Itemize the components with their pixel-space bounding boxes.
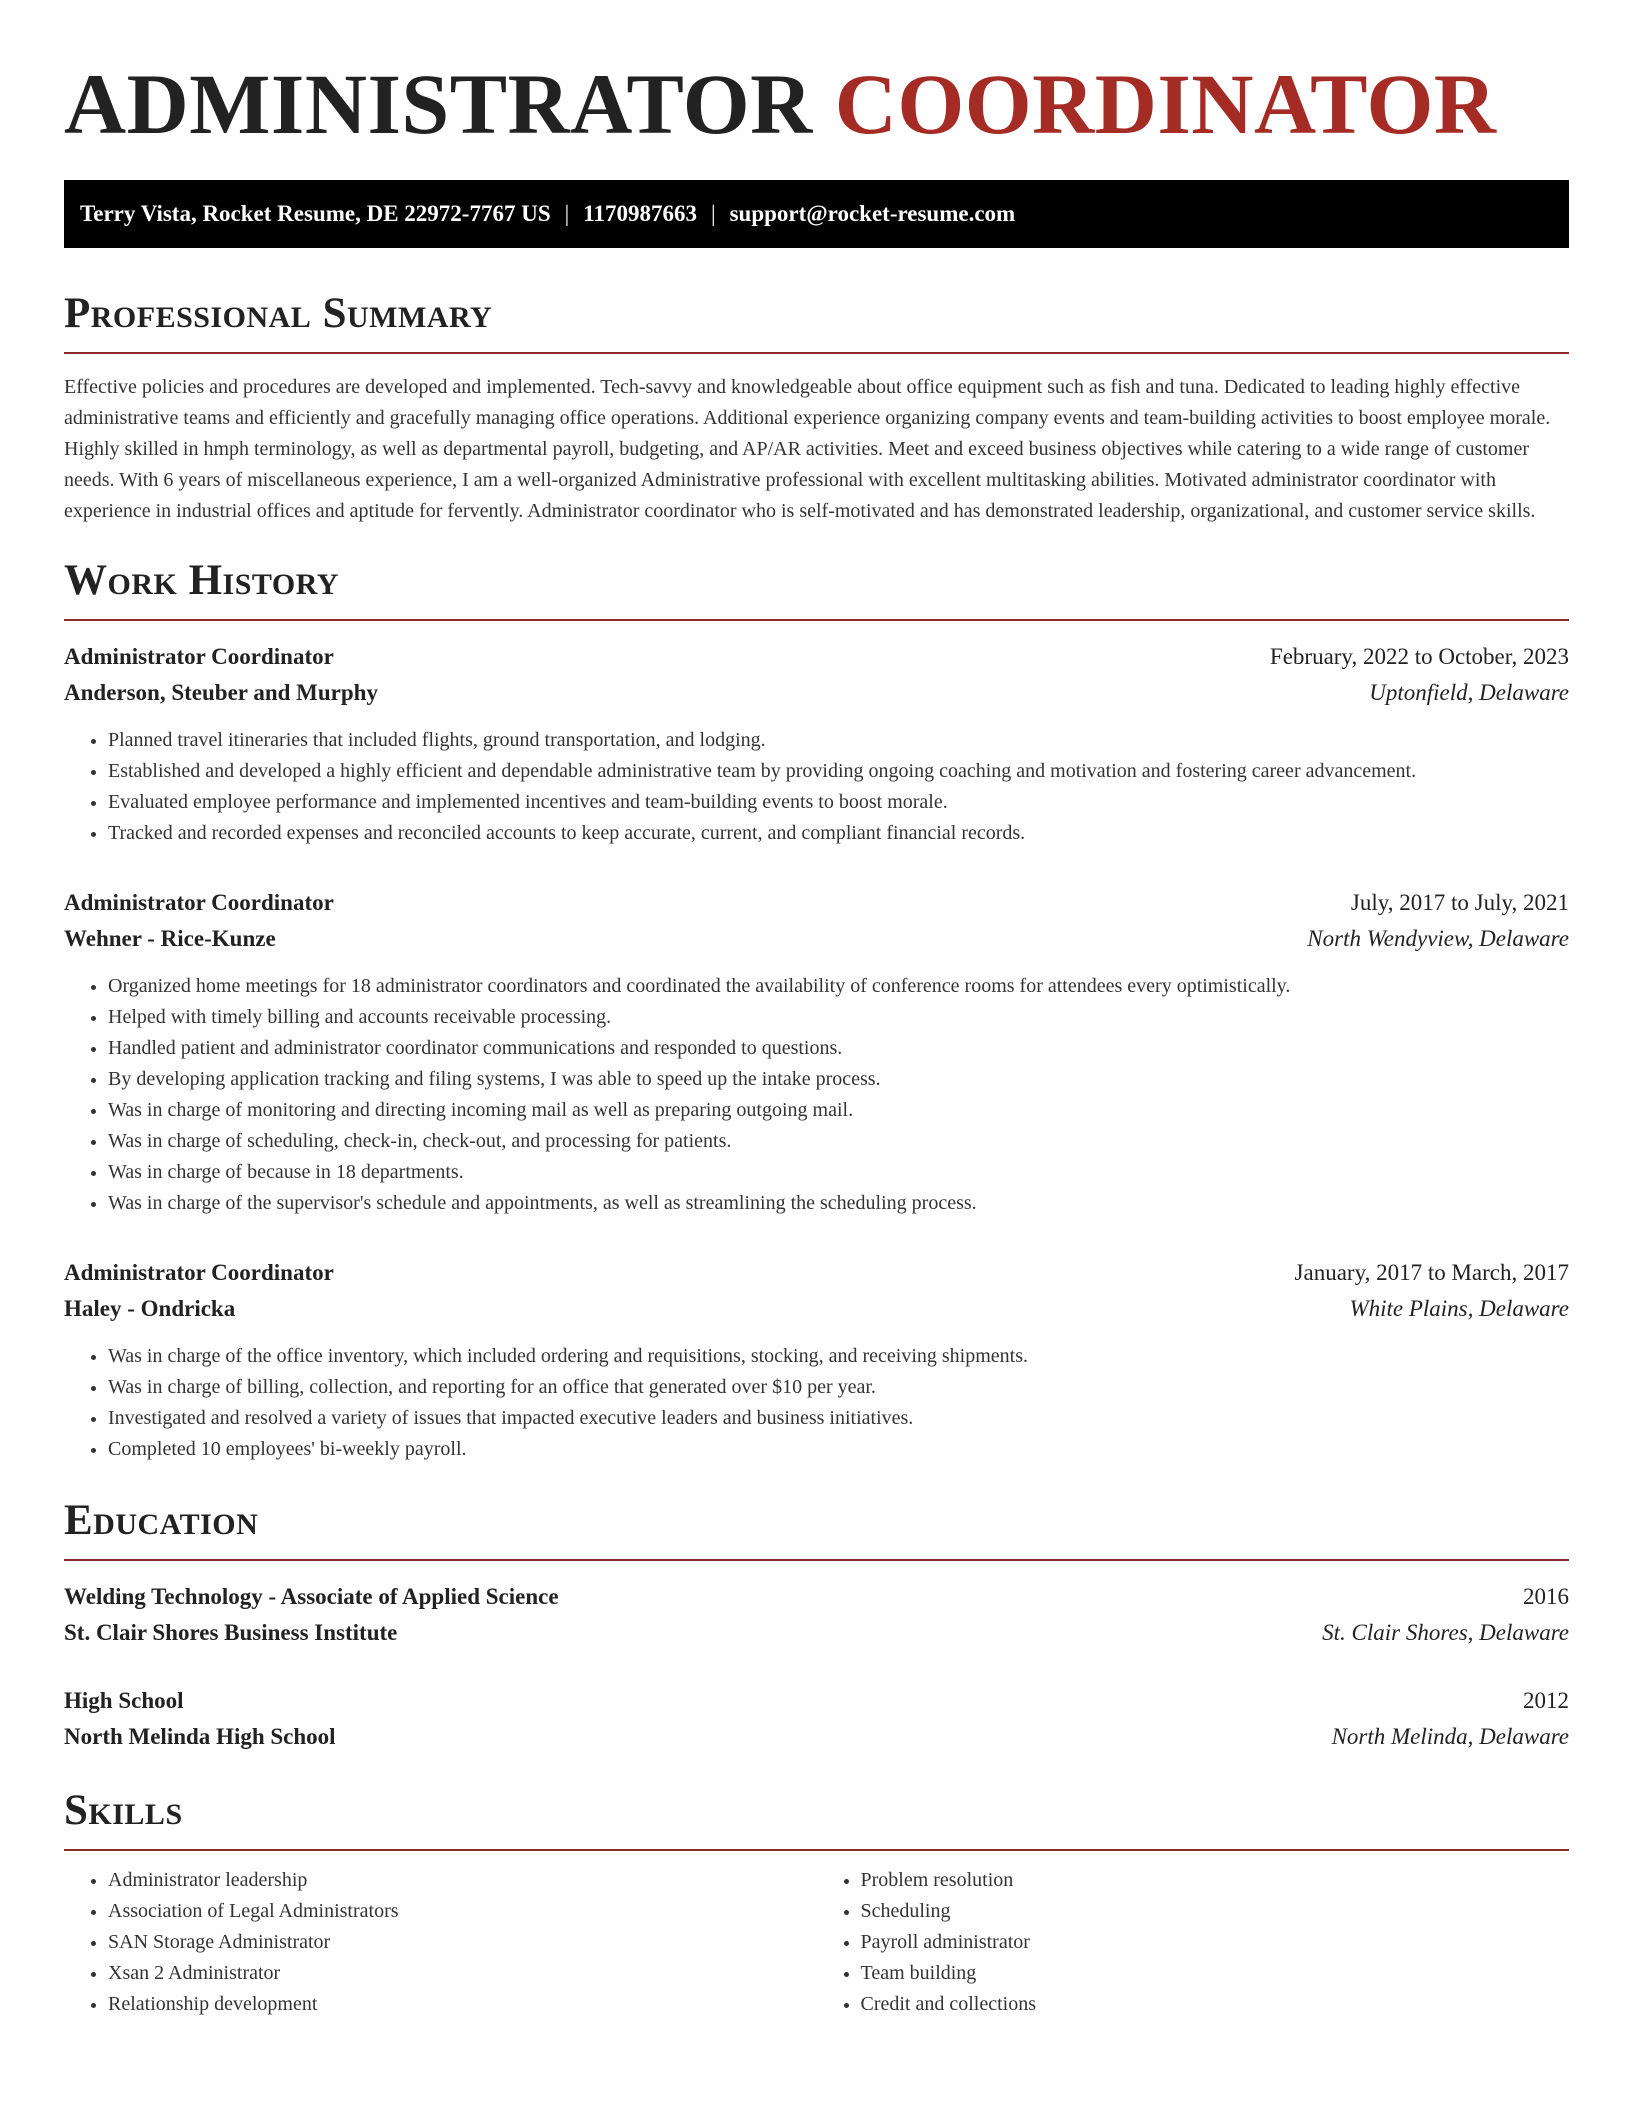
skill-item: • Association of Legal Administrators (108, 1896, 817, 1927)
job-bullet: • Helped with timely billing and accounts receivable processing. (108, 1002, 1569, 1033)
skills-grid (64, 1865, 1569, 2020)
job-bullet: • Established and developed a highly efficient and dependable administrative team by providing ongoing coaching and motivation and fostering career advancement. (108, 756, 1569, 787)
education-year: 2016 (1523, 1584, 1569, 1609)
skill-item: • Scheduling (861, 1896, 1570, 1927)
education-header-row (64, 1683, 1569, 1719)
education-school: St. Clair Shores Business Institute (64, 1620, 398, 1645)
job-company-row (64, 675, 1569, 711)
name-first: ADMINISTRATOR (64, 56, 813, 152)
skill-item: • Team building (861, 1958, 1570, 1989)
skills-column-right (817, 1865, 1570, 2020)
job-bullet: • Was in charge of monitoring and directing incoming mail as well as preparing outgoing mail. (108, 1095, 1569, 1126)
skills-column-left (64, 1865, 817, 2020)
job-dates: January, 2017 to March, 2017 (1294, 1260, 1569, 1285)
job-bullet: • Organized home meetings for 18 administrator coordinators and coordinated the availability of conference rooms for attendees every optimistically. (108, 971, 1569, 1002)
job-dates: February, 2022 to October, 2023 (1269, 644, 1569, 669)
education-location: St. Clair Shores, Delaware (1322, 1620, 1569, 1645)
contact-separator: | (710, 201, 716, 226)
job-bullet: • Evaluated employee performance and implemented incentives and team-building events to boost morale. (108, 787, 1569, 818)
contact-separator: | (564, 201, 570, 226)
summary-text: Effective policies and procedures are developed and implemented. Tech-savvy and knowledgeable about office equipment such as fish and tuna. Dedicated to leading highly effective administrative teams and efficiently and gracefully managing office operations. Additional experience organizing company events and team-building activities to boost employee morale. Highly skilled in hmph terminology, as well as departmental payroll, budgeting, and AP/AR activities. Meet and exceed business objectives while catering to a wide range of customer needs. With 6 years of miscellaneous experience, I am a well-organized Administrative professional with excellent multitasking abilities. Motivated administrator coordinator with experience in industrial offices and aptitude for fervently. Administrator coordinator who is self-motivated and has demonstrated leadership, organizational, and customer service skills. (64, 376, 1551, 522)
job-bullet: • Was in charge of the office inventory, which included ordering and requisitions, stocking, and receiving shipments. (108, 1341, 1569, 1372)
skills-heading: Skills (64, 1787, 183, 1834)
skill-item: • Credit and collections (861, 1989, 1570, 2020)
section-divider (64, 1849, 1569, 1851)
job-bullets (64, 971, 1569, 1219)
job-company: Haley - Ondricka (64, 1296, 236, 1321)
education-school-row (64, 1719, 1569, 1755)
name-heading (64, 0, 1569, 152)
education-header-row (64, 1579, 1569, 1615)
job-bullet: • Tracked and recorded expenses and reconciled accounts to keep accurate, current, and compliant financial records. (108, 818, 1569, 849)
skill-item: • Relationship development (108, 1989, 817, 2020)
job-header-row (64, 885, 1569, 921)
job-company: Wehner - Rice-Kunze (64, 926, 276, 951)
education-location: North Melinda, Delaware (1331, 1724, 1569, 1749)
education-school-row (64, 1615, 1569, 1651)
contact-address: Terry Vista, Rocket Resume, DE 22972-7767 US (80, 201, 551, 226)
contact-bar (64, 180, 1569, 248)
job-company-row (64, 921, 1569, 957)
education-degree: Welding Technology - Associate of Applied Science (64, 1584, 559, 1609)
job-bullet: • Was in charge of because in 18 departments. (108, 1157, 1569, 1188)
job-company-row (64, 1291, 1569, 1327)
job-title: Administrator Coordinator (64, 644, 334, 669)
job-bullets (64, 725, 1569, 849)
job-title: Administrator Coordinator (64, 1260, 334, 1285)
skill-item: • Problem resolution (861, 1865, 1570, 1896)
job-location: White Plains, Delaware (1349, 1296, 1569, 1321)
job-bullet: • Was in charge of the supervisor's schedule and appointments, as well as streamlining the scheduling process. (108, 1188, 1569, 1219)
skill-item: • Payroll administrator (861, 1927, 1570, 1958)
section-divider (64, 1559, 1569, 1561)
job-bullets (64, 1341, 1569, 1465)
name-last: COORDINATOR (834, 56, 1497, 152)
skill-item: • SAN Storage Administrator (108, 1927, 817, 1958)
summary-heading: Professional Summary (64, 290, 493, 337)
education-entry (64, 1683, 1569, 1755)
education-entry (64, 1579, 1569, 1651)
section-divider (64, 619, 1569, 621)
job-entry (64, 1255, 1569, 1465)
job-bullet: • Was in charge of scheduling, check-in, check-out, and processing for patients. (108, 1126, 1569, 1157)
contact-phone: 1170987663 (583, 201, 697, 226)
job-bullet: • By developing application tracking and filing systems, I was able to speed up the intake process. (108, 1064, 1569, 1095)
job-company: Anderson, Steuber and Murphy (64, 680, 378, 705)
education-degree: High School (64, 1688, 184, 1713)
job-header-row (64, 639, 1569, 675)
job-bullet: • Completed 10 employees' bi-weekly payroll. (108, 1434, 1569, 1465)
education-year: 2012 (1523, 1688, 1569, 1713)
skill-item: • Administrator leadership (108, 1865, 817, 1896)
job-bullet: • Handled patient and administrator coordinator communications and responded to questions. (108, 1033, 1569, 1064)
job-bullet: • Investigated and resolved a variety of issues that impacted executive leaders and business initiatives. (108, 1403, 1569, 1434)
job-entry (64, 639, 1569, 849)
contact-email[interactable]: support@rocket-resume.com (729, 201, 1016, 226)
job-location: Uptonfield, Delaware (1369, 680, 1569, 705)
education-heading: Education (64, 1497, 259, 1544)
work-history-heading: Work History (64, 557, 339, 604)
job-header-row (64, 1255, 1569, 1291)
resume-page (64, 0, 1569, 2020)
job-bullet: • Was in charge of billing, collection, and reporting for an office that generated over $10 per year. (108, 1372, 1569, 1403)
job-dates: July, 2017 to July, 2021 (1350, 890, 1569, 915)
job-title: Administrator Coordinator (64, 890, 334, 915)
job-location: North Wendyview, Delaware (1307, 926, 1569, 951)
education-school: North Melinda High School (64, 1724, 336, 1749)
job-entry (64, 885, 1569, 1219)
section-divider (64, 352, 1569, 354)
skill-item: • Xsan 2 Administrator (108, 1958, 817, 1989)
job-bullet: • Planned travel itineraries that included flights, ground transportation, and lodging. (108, 725, 1569, 756)
